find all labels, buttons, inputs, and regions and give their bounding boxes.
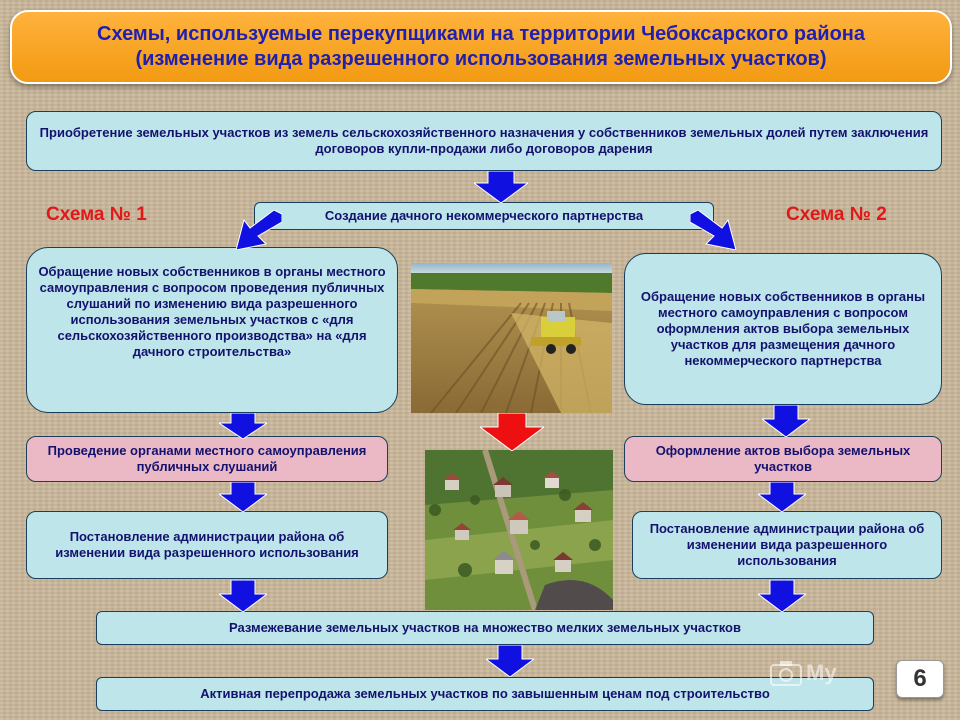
division-box: Размежевание земельных участков на множество мелких земельных участков [96,611,874,645]
arrow-down-icon [486,645,534,677]
camera-icon [770,660,802,686]
harvest-field-photo [411,263,612,413]
schema2-request-box: Обращение новых собственников в органы местного самоуправления с вопросом оформления актов выбора земельных участков для размещения дачного некоммерческого партнерства [624,253,942,405]
arrow-down-icon [219,413,267,439]
acquisition-box: Приобретение земельных участков из земель сельскохозяйственного назначения у собственников земельных долей путем заключения договоров купли-продажи либо договоров дарения [26,111,942,171]
arrow-down-left-icon [234,210,282,250]
schema2-decree-box: Постановление администрации района об изменении вида разрешенного использования [632,511,942,579]
title-line-1: Схемы, используемые перекупщиками на территории Чебоксарского района [97,23,865,45]
dacha-plots-photo [425,450,613,610]
arrow-down-icon [219,482,267,512]
partnership-box: Создание дачного некоммерческого партнерства [254,202,714,230]
arrow-down-icon [762,405,810,437]
schema-1-label: Схема № 1 [46,204,147,225]
arrow-down-icon [758,482,806,512]
arrow-down-right-icon [690,210,738,250]
arrow-down-icon [474,171,528,203]
watermark-text: My [806,660,837,685]
arrow-down-icon [758,580,806,612]
schema-2-label: Схема № 2 [786,204,887,225]
page-number: 6 [896,660,944,698]
title-line-2: (изменение вида разрешенного использования земельных участков) [135,48,827,70]
schema1-hearings-box: Проведение органами местного самоуправления публичных слушаний [26,436,388,482]
resale-box: Активная перепродажа земельных участков по завышенным ценам под строительство [96,677,874,711]
schema1-decree-box: Постановление администрации района об изменении вида разрешенного использования [26,511,388,579]
slide-title [10,10,952,84]
red-arrow-down-icon [480,413,544,451]
schema1-request-box: Обращение новых собственников в органы местного самоуправления с вопросом проведения публичных слушаний по изменению вида разрешенного использования земельных участков с «для сельскохозяйственного производства» на «для дачного строительства» [26,247,398,413]
watermark-logo [770,656,910,690]
arrow-down-icon [219,580,267,612]
schema2-acts-box: Оформление актов выбора земельных участков [624,436,942,482]
